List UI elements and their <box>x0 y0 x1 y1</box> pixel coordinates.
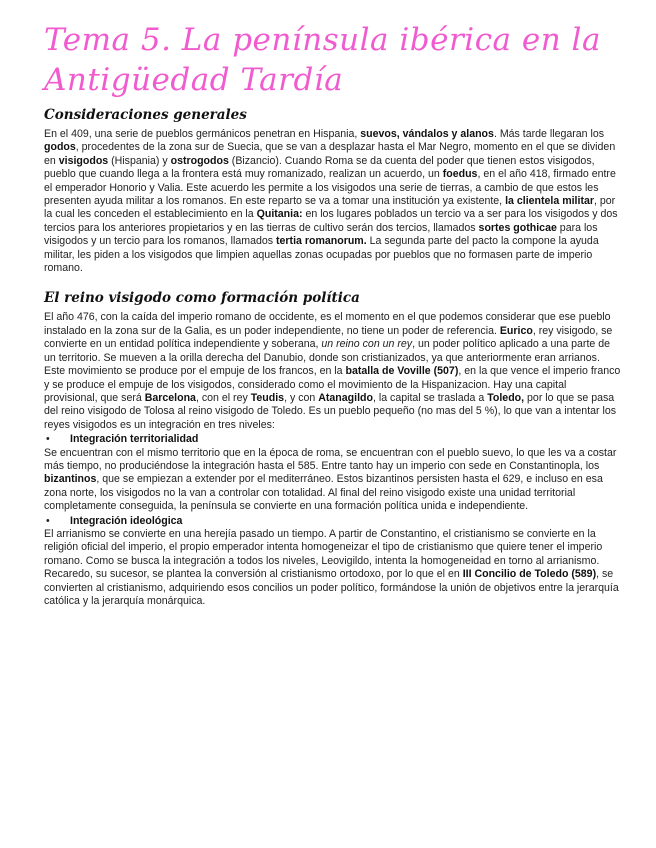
title-line-2: Antigüedad Tardía <box>44 62 344 98</box>
paragraph-reino-visigodo: El año 476, con la caída del imperio romano de occidente, es el momento en el que podemos considerar que ese pueblo instalado en la zona sur de la Galia, es un poder independiente, no tiene un poder de referencia. Eurico, rey visigodo, se convierte en un entidad política independiente y soberana, un reino con un rey, un poder político aplicado a una parte de un territorio. Se mueven a la orilla derecha del Danubio, donde son cristianizados, ya que anteriormente eran arrianos. Este movimiento se produce por el empuje de los francos, en la batalla de Voville (507), en la que vence el imperio franco y se produce el empuje de los visigodos, considerado como el movimiento de la Hispanizacion. Hay una capital provisional, que será Barcelona, con el rey Teudis, y con Atanagildo, la capital se traslada a Toledo, por lo que se pasa del reino visigodo de Tolosa al reino visigodo de Toledo. Es un pueblo pequeño (no mas del 5 %), lo que van a intentar los reyes visigodos es un integración en tres niveles: <box>44 311 621 431</box>
bullet-dot: • <box>46 514 50 527</box>
bullet-label: Integración territorialidad <box>70 433 199 446</box>
paragraph-consideraciones: En el 409, una serie de pueblos germánicos penetran en Hispania, suevos, vándalos y alanos. Más tarde llegaran los godos, procedentes de la zona sur de Suecia, que se van a desplazar hasta el Mar Negro, momento en el que se dividen en visigodos (Hispania) y ostrogodos (Bizancio). Cuando Roma se da cuenta del poder que tienen estos visigodos, pueblo que cuando llega a la frontera está muy romanizado, realizan un acuerdo, un foedus, en el año 418, firmado entre el emperador Honorio y Valia. Este acuerdo les permite a los visigodos una serie de tierras, a cambio de que estos les presenten ayuda militar a los romanos. En este reparto se va a tomar una institución ya existente, la clientela militar, por la cual les conceden el establecimiento en la Quitania: en los lugares poblados un tercio va a ser para los visigodos y dos tercios para los anteriores propietarios y en las tierras de cultivo serán dos tercios, llamados sortes gothicae para los visigodos y un tercio para los romanos, llamados tertia romanorum. La segunda parte del pacto la compone la ayuda militar, les piden a los visigodos que limpien aquellas zonas ocupadas por pueblos que no formasen parte de imperio romano. <box>44 128 618 275</box>
bullet-integracion-territorialidad <box>44 433 622 446</box>
bullet-integracion-ideologica <box>44 515 622 528</box>
title-line-1: Tema 5. La península ibérica en la <box>44 22 601 58</box>
section-heading-consideraciones: Consideraciones generales <box>44 107 247 123</box>
paragraph-ideologica: El arrianismo se convierte en una herejía pasado un tiempo. A partir de Constantino, el cristianismo se convierte en la religión oficial del imperio, el propio emperador intenta homogeneizar el tipo de cristianismo que quiere tener el imperio romano. Como se busca la integración a todos los niveles, Leovigildo, intenta la homogeneidad en torno al arrianismo. Recaredo, su sucesor, se plantea la conversión al cristianismo ortodoxo, por lo que el en III Concilio de Toledo (589), se convierten al cristianismo, adquiriendo esos concilios un poder político, formándose la unión de objetivos entre la jerarquía católica y la jerarquía monárquica. <box>44 527 619 607</box>
bullet-dot: • <box>46 433 50 446</box>
section-heading-reino-visigodo: El reino visigodo como formación política <box>44 290 360 307</box>
paragraph-territorialidad: Se encuentran con el mismo territorio que en la época de roma, se encuentran con el pueblo suevo, lo que les va a costar más tiempo, no produciéndose la integración hasta el 585. Entre tanto hay un imperio con sede en Constantinopla, los bizantinos, que se empiezan a extender por el mediterráneo. Estos bizantinos persisten hasta el 629, e incluso en esa zona norte, los visigodos no la van a controlar con totalidad. Al final del reino visigodo existe una unidad territorial completamente conseguida, la península se convierte en una formación política unida e independiente. <box>44 446 617 513</box>
bullet-label: Integración ideológica <box>70 514 183 527</box>
page-title <box>44 20 622 100</box>
